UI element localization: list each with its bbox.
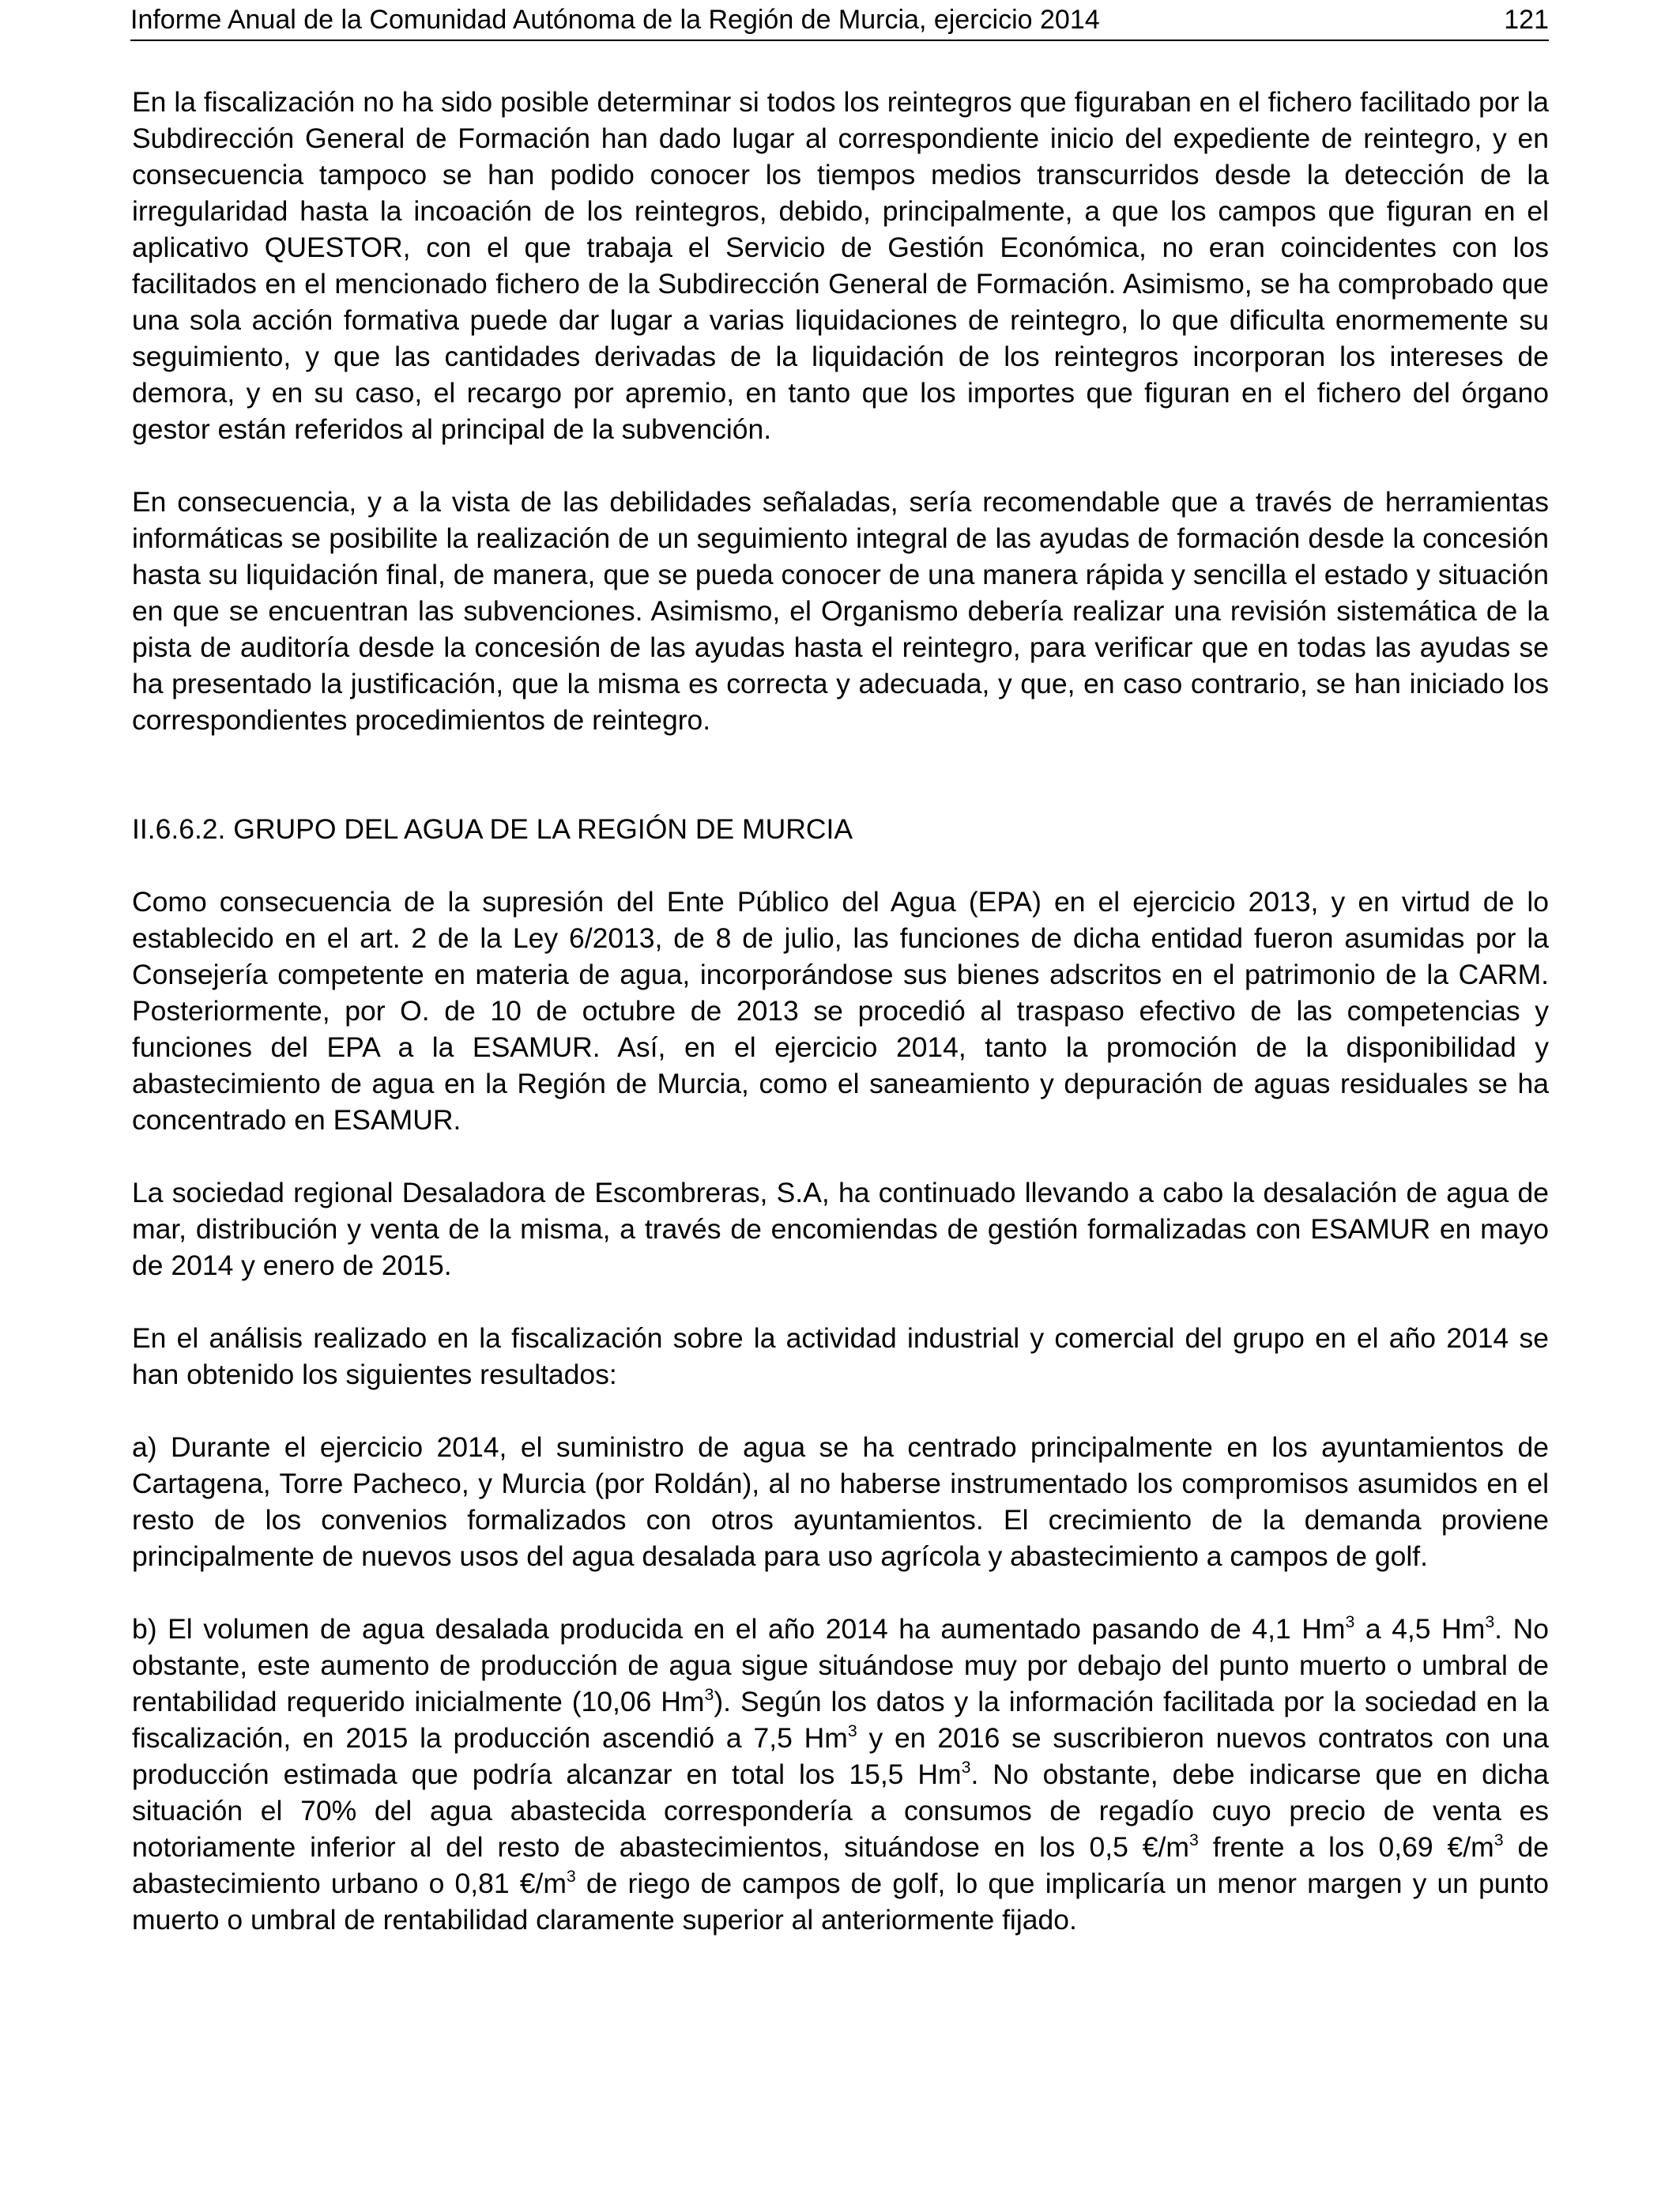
page-header	[130, 0, 1549, 41]
superscript: 3	[1485, 1612, 1495, 1632]
text-segment: frente a los 0,69 €/m	[1198, 1831, 1494, 1863]
text-segment: . No obstante, debe indicarse que en dicha situación el 70% del agua abastecida correspondería a consumos de regadío cuyo precio de venta es notoriamente inferior al del resto de abastecimientos, situándose en los 0,5 €/m	[132, 1759, 1549, 1863]
paragraph-item-b	[132, 1611, 1549, 1938]
text-segment: b) El volumen de agua desalada producida en el año 2014 ha aumentado pasando de 4,1 Hm	[132, 1613, 1346, 1645]
paragraph-desaladora: La sociedad regional Desaladora de Escombreras, S.A, ha continuado llevando a cabo la desalación de agua de mar, distribución y venta de la misma, a través de encomiendas de gestión formalizadas con ESAMUR en mayo de 2014 y enero de 2015.	[132, 1177, 1549, 1281]
text-segment: de abastecimiento urbano o 0,81 €/m	[132, 1831, 1549, 1899]
text-segment: y en 2016 se suscribieron nuevos contratos con una producción estimada que podría alcanzar en total los 15,5 Hm	[132, 1722, 1549, 1790]
report-title: Informe Anual de la Comunidad Autónoma de la Región de Murcia, ejercicio 2014	[130, 5, 1100, 35]
section-heading: II.6.6.2. GRUPO DEL AGUA DE LA REGIÓN DE MURCIA	[132, 813, 853, 845]
superscript: 3	[1188, 1830, 1199, 1850]
superscript: 3	[961, 1758, 971, 1777]
document-body	[132, 84, 1549, 1974]
text-segment: de riego de campos de golf, lo que implicaría un menor margen y un punto muerto o umbral de rentabilidad claramente superior al anteriormente fijado.	[132, 1868, 1549, 1936]
text-segment: . No obstante, este aumento de producción de agua sigue situándose muy por debajo del punto muerto o umbral de rentabilidad requerido inicialmente (10,06 Hm	[132, 1613, 1549, 1717]
text-segment: a 4,5 Hm	[1354, 1613, 1486, 1645]
superscript: 3	[1494, 1830, 1504, 1850]
paragraph-item-a: a) Durante el ejercicio 2014, el suministro de agua se ha centrado principalmente en los ayuntamientos de Cartagena, Torre Pacheco, y Murcia (por Roldán), al no haberse instrumentado los compromisos asumidos en el resto de los convenios formalizados con otros ayuntamientos. El crecimiento de la demanda proviene principalmente de nuevos usos del agua desalada para uso agrícola y abastecimiento a campos de golf.	[132, 1431, 1549, 1572]
paragraph-analisis: En el análisis realizado en la fiscalización sobre la actividad industrial y comercial del grupo en el año 2014 se han obtenido los siguientes resultados:	[132, 1322, 1549, 1390]
paragraph-reintegros: En la fiscalización no ha sido posible determinar si todos los reintegros que figuraban en el fichero facilitado por la Subdirección General de Formación han dado lugar al correspondiente inicio del expediente de reintegro, y en consecuencia tampoco se han podido conocer los tiempos medios transcurridos desde la detección de la irregularidad hasta la incoación de los reintegros, debido, principalmente, a que los campos que figuran en el aplicativo QUESTOR, con el que trabaja el Servicio de Gestión Económica, no eran coincidentes con los facilitados en el mencionado fichero de la Subdirección General de Formación. Asimismo, se ha comprobado que una sola acción formativa puede dar lugar a varias liquidaciones de reintegro, lo que dificulta enormemente su seguimiento, y que las cantidades derivadas de la liquidación de los reintegros incorporan los intereses de demora, y en su caso, el recargo por apremio, en tanto que los importes que figuran en el fichero del órgano gestor están referidos al principal de la subvención.	[132, 86, 1549, 445]
superscript: 3	[1345, 1612, 1355, 1632]
superscript: 3	[704, 1685, 714, 1705]
paragraph-recomendacion: En consecuencia, y a la vista de las debilidades señaladas, sería recomendable que a través de herramientas informáticas se posibilite la realización de un seguimiento integral de las ayudas de formación desde la concesión hasta su liquidación final, de manera, que se pueda conocer de una manera rápida y sencilla el estado y situación en que se encuentran las subvenciones. Asimismo, el Organismo debería realizar una revisión sistemática de la pista de auditoría desde la concesión de las ayudas hasta el reintegro, para verificar que en todas las ayudas se ha presentado la justificación, que la misma es correcta y adecuada, y que, en caso contrario, se han iniciado los correspondientes procedimientos de reintegro.	[132, 486, 1549, 736]
page-number: 121	[1504, 5, 1549, 35]
text-segment: ). Según los datos y la información facilitada por la sociedad en la fiscalización, en 2015 la producción ascendió a 7,5 Hm	[132, 1686, 1549, 1754]
superscript: 3	[847, 1721, 857, 1741]
superscript: 3	[566, 1867, 576, 1887]
paragraph-supresion-epa: Como consecuencia de la supresión del Ente Público del Agua (EPA) en el ejercicio 2013, y en virtud de lo establecido en el art. 2 de la Ley 6/2013, de 8 de julio, las funciones de dicha entidad fueron asumidas por la Consejería competente en materia de agua, incorporándose sus bienes adscritos en el patrimonio de la CARM. Posteriormente, por O. de 10 de octubre de 2013 se procedió al traspaso efectivo de las competencias y funciones del EPA a la ESAMUR. Así, en el ejercicio 2014, tanto la promoción de la disponibilidad y abastecimiento de agua en la Región de Murcia, como el saneamiento y depuración de aguas residuales se ha concentrado en ESAMUR.	[132, 886, 1549, 1136]
